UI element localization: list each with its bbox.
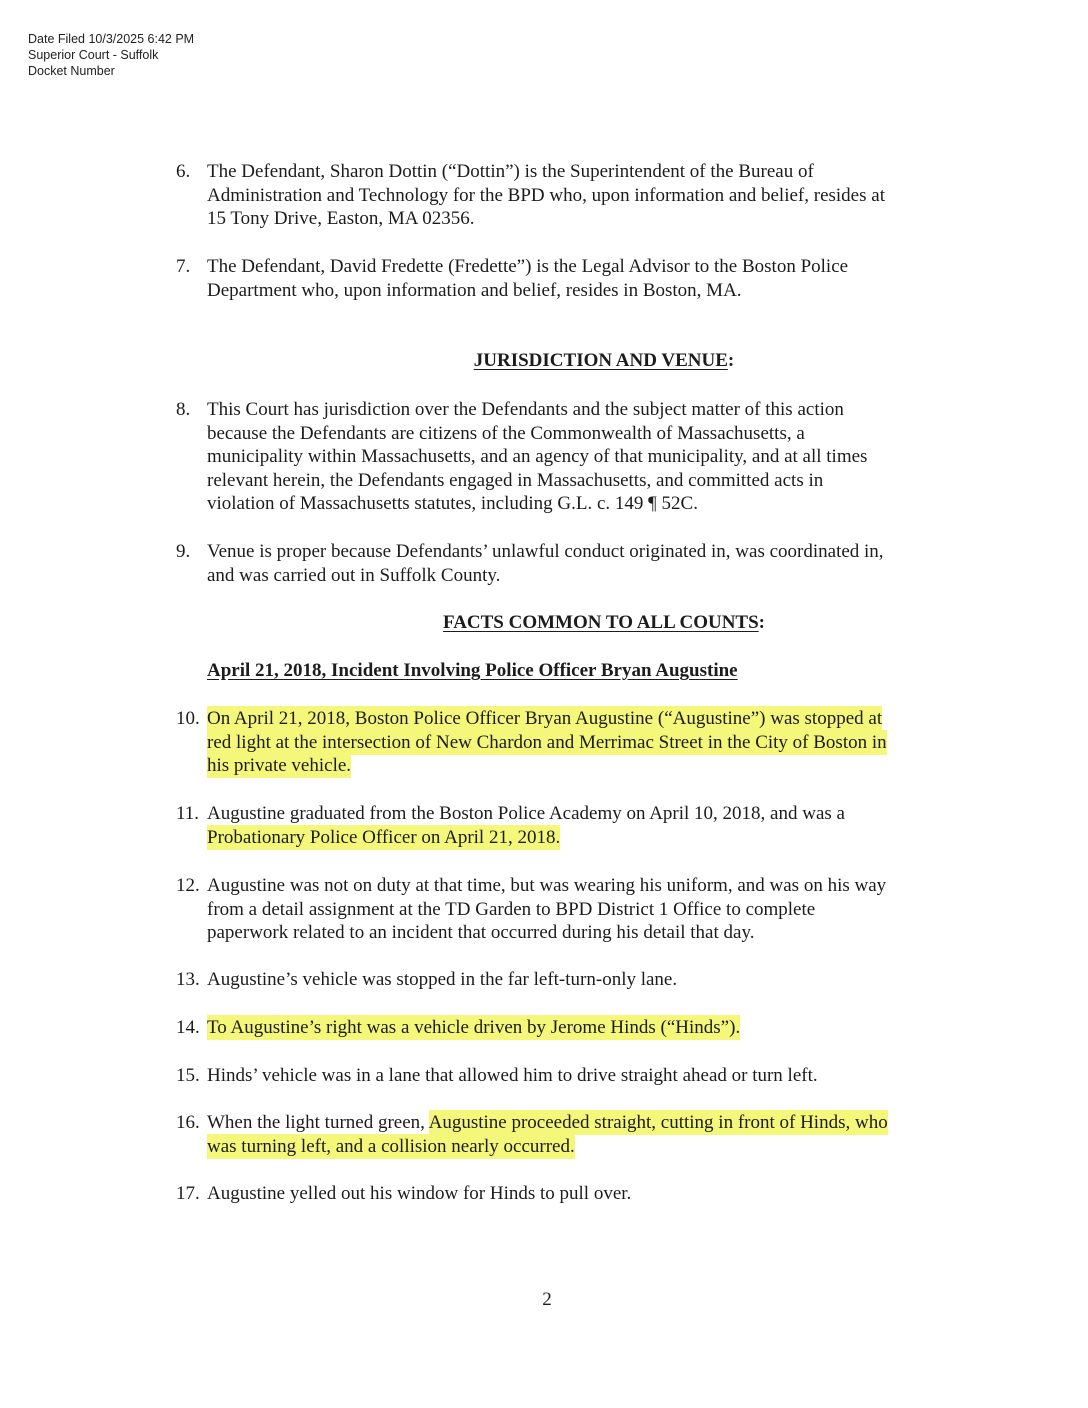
paragraph-8: [176, 398, 976, 516]
paragraph-number: 8.: [176, 399, 191, 420]
paragraph-7: [176, 255, 976, 302]
paragraph-line: relevant herein, the Defendants engaged in Massachusetts, and committed acts in: [207, 469, 824, 491]
paragraph-9: [176, 540, 976, 587]
paragraph-line: municipality within Massachusetts, and an agency of that municipality, and at all times: [207, 446, 868, 468]
paragraph-number: 17.: [176, 1183, 200, 1204]
highlighted-text: his private vehicle.: [207, 755, 352, 777]
page-number: 2: [542, 1289, 552, 1310]
highlighted-text: was turning left, and a collision nearly occurred.: [207, 1135, 575, 1157]
highlighted-text: red light at the intersection of New Chardon and Merrimac Street in the City of Boston in: [207, 731, 887, 753]
paragraph-number: 11.: [176, 803, 200, 824]
paragraph-line: Augustine graduated from the Boston Police Academy on April 10, 2018, and was a: [207, 803, 845, 824]
paragraph-number: 16.: [176, 1112, 200, 1133]
paragraph-10: [176, 707, 976, 778]
incident-subheading: April 21, 2018, Incident Involving Police Officer Bryan Augustine: [207, 660, 738, 681]
paragraph-11: [176, 802, 976, 849]
paragraph-line: and was carried out in Suffolk County.: [207, 564, 501, 586]
highlighted-text: To Augustine’s right was a vehicle driven by Jerome Hinds (“Hinds”).: [207, 1017, 741, 1038]
paragraph-number: 12.: [176, 875, 200, 896]
court-name: Superior Court - Suffolk: [28, 48, 159, 62]
paragraph-number: 6.: [176, 161, 191, 182]
paragraph-13: [176, 968, 976, 992]
paragraph-text: When the light turned green,: [207, 1112, 429, 1133]
section-heading-facts: FACTS COMMON TO ALL COUNTS:: [443, 612, 765, 633]
highlighted-text: On April 21, 2018, Boston Police Officer Bryan Augustine (“Augustine”) was stopped at: [207, 708, 883, 729]
paragraph-line: Administration and Technology for the BPD who, upon information and belief, resides at: [207, 184, 885, 206]
highlighted-text: Augustine proceeded straight, cutting in front of Hinds, who: [428, 1112, 888, 1133]
paragraph-line: Augustine was not on duty at that time, but was wearing his uniform, and was on his way: [207, 875, 887, 896]
paragraph-line: violation of Massachusetts statutes, including G.L. c. 149 ¶ 52C.: [207, 493, 698, 515]
section-heading-jurisdiction: JURISDICTION AND VENUE:: [473, 350, 735, 371]
paragraph-line: Hinds’ vehicle was in a lane that allowed him to drive straight ahead or turn left.: [207, 1065, 818, 1086]
paragraph-6: [176, 160, 976, 231]
filing-stamp: [28, 31, 194, 79]
paragraph-line: This Court has jurisdiction over the Defendants and the subject matter of this action: [207, 399, 844, 420]
paragraph-line: Augustine yelled out his window for Hinds to pull over.: [207, 1183, 632, 1204]
paragraph-line: Department who, upon information and belief, resides in Boston, MA.: [207, 279, 742, 301]
paragraph-line: Venue is proper because Defendants’ unlawful conduct originated in, was coordinated in,: [207, 541, 884, 562]
paragraph-number: 13.: [176, 969, 200, 990]
paragraph-line: The Defendant, Sharon Dottin (“Dottin”) is the Superintendent of the Bureau of: [207, 161, 814, 182]
docket-number: Docket Number: [28, 64, 115, 78]
paragraph-line: from a detail assignment at the TD Garden to BPD District 1 Office to complete: [207, 898, 816, 920]
paragraph-number: 9.: [176, 541, 191, 562]
paragraph-16: [176, 1111, 976, 1158]
paragraph-line: because the Defendants are citizens of the Commonwealth of Massachusetts, a: [207, 422, 805, 444]
paragraph-line: 15 Tony Drive, Easton, MA 02356.: [207, 208, 475, 230]
paragraph-15: [176, 1064, 976, 1088]
paragraph-14: [176, 1016, 976, 1040]
paragraph-number: 14.: [176, 1017, 200, 1038]
paragraph-12: [176, 874, 976, 945]
date-filed: Date Filed 10/3/2025 6:42 PM: [28, 32, 195, 46]
paragraph-line: Augustine’s vehicle was stopped in the far left-turn-only lane.: [207, 969, 678, 990]
paragraph-line: The Defendant, David Fredette (Fredette”) is the Legal Advisor to the Boston Police: [207, 256, 849, 277]
paragraph-17: [176, 1182, 976, 1206]
highlighted-text: Probationary Police Officer on April 21, 2018.: [207, 826, 561, 848]
paragraph-line: paperwork related to an incident that occurred during his detail that day.: [207, 922, 755, 944]
paragraph-number: 7.: [176, 256, 191, 277]
paragraph-number: 10.: [176, 708, 200, 729]
paragraph-number: 15.: [176, 1065, 200, 1086]
